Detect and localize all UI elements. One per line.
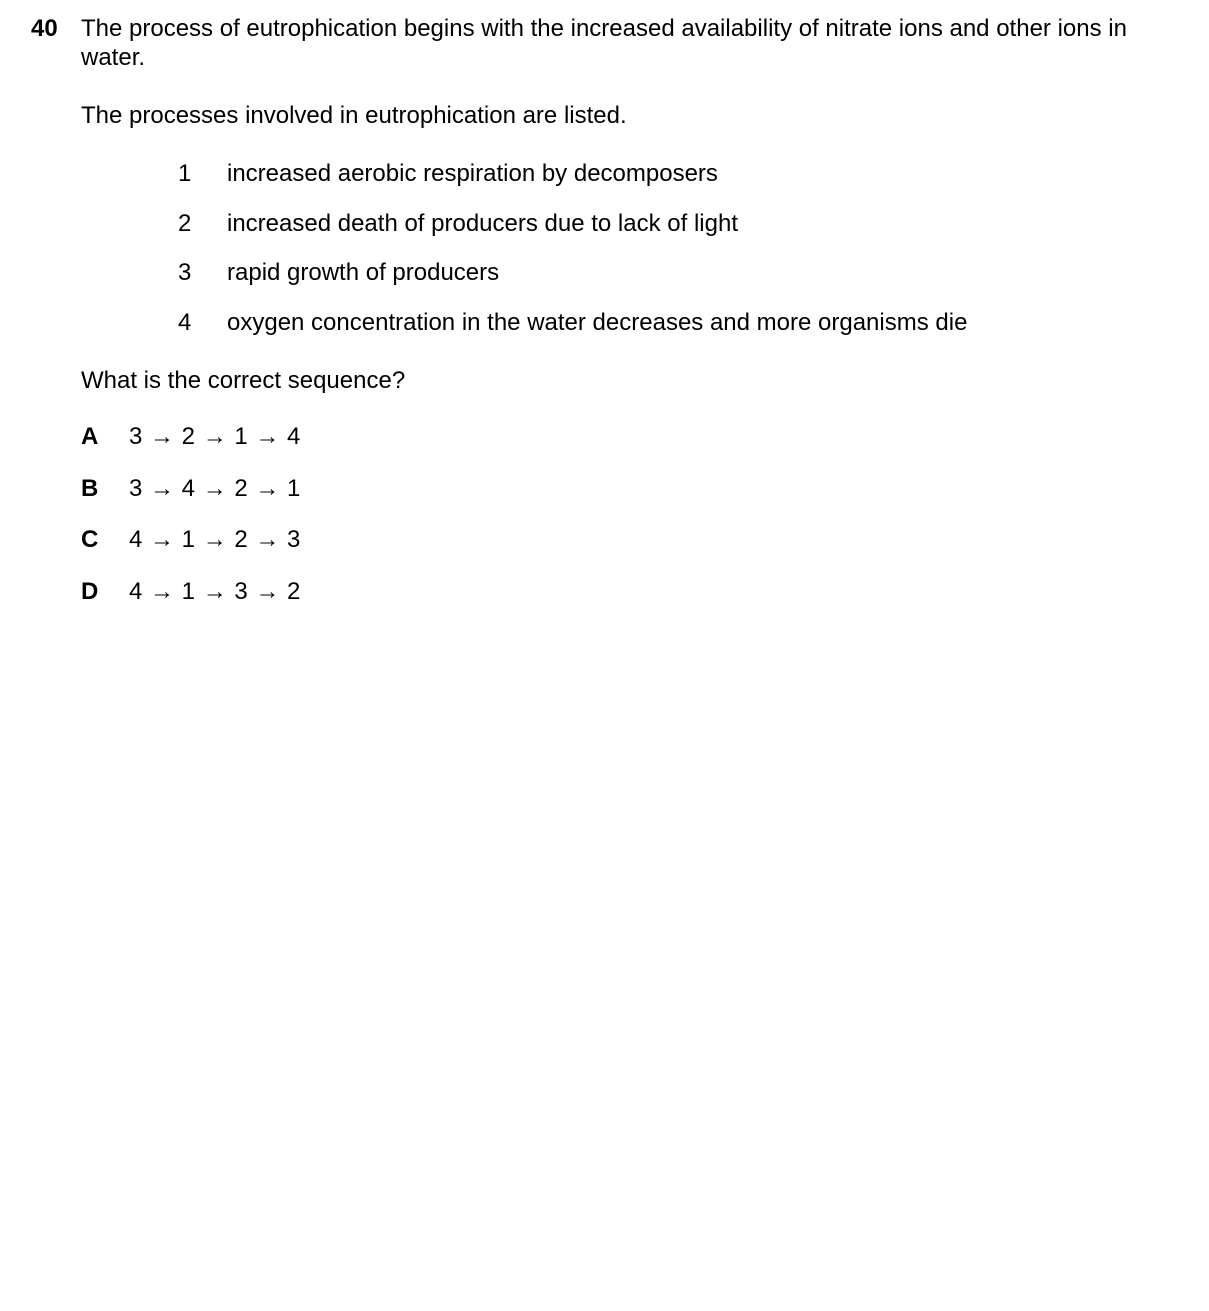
processes-intro: The processes involved in eutrophication are listed. [81, 102, 627, 129]
process-number: 4 [178, 309, 192, 336]
option-letter: B [81, 475, 99, 502]
process-text: oxygen concentration in the water decreases and more organisms die [227, 309, 968, 336]
process-text: rapid growth of producers [227, 259, 500, 286]
process-text: increased death of producers due to lack of light [227, 210, 738, 237]
option-letter: D [81, 578, 99, 605]
option-sequence: 4 → 1 → 2 → 3 [129, 526, 301, 553]
option-sequence: 3 → 2 → 1 → 4 [129, 423, 301, 450]
option-sequence: 3 → 4 → 2 → 1 [129, 475, 301, 502]
option-letter: A [81, 423, 99, 450]
process-number: 1 [178, 160, 192, 187]
option-letter: C [81, 526, 99, 553]
process-text: increased aerobic respiration by decomposers [227, 160, 718, 187]
question-prompt: What is the correct sequence? [81, 367, 406, 394]
process-number: 2 [178, 210, 192, 237]
process-number: 3 [178, 259, 192, 286]
question-number: 40 [31, 15, 58, 42]
option-sequence: 4 → 1 → 3 → 2 [129, 578, 301, 605]
question-stem: The process of eutrophication begins with the increased availability of nitrate ions and other ions in water. [81, 15, 1127, 71]
